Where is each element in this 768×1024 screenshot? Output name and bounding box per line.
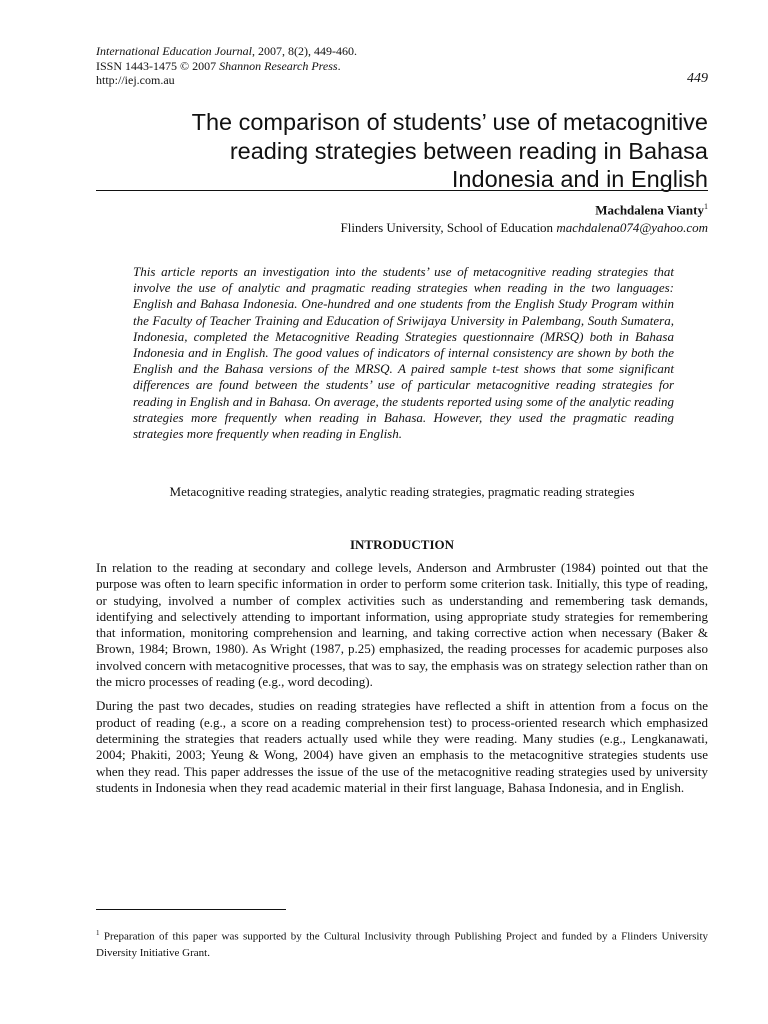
title-line-3: Indonesia and in English <box>451 166 708 192</box>
footnote-text: Preparation of this paper was supported by the Cultural Inclusivity through Publishing Project and funded by a Flinders University Diversity Initiative Grant. <box>96 930 708 959</box>
introduction-body <box>96 560 708 804</box>
issn-period: . <box>337 58 341 73</box>
journal-url[interactable]: http://iej.com.au <box>96 73 175 87</box>
issn: ISSN 1443-1475 © 2007 <box>96 58 220 73</box>
footnote-mark: 1 <box>96 929 100 937</box>
title-line-1: The comparison of students’ use of metacognitive <box>191 109 708 135</box>
title-line-2: reading strategies between reading in Bahasa <box>229 137 708 164</box>
footnote-divider <box>96 909 286 910</box>
page-number: 449 <box>687 71 708 86</box>
running-header <box>96 44 357 88</box>
author-block <box>341 198 708 237</box>
keywords: Metacognitive reading strategies, analytic reading strategies, pragmatic reading strategies <box>169 484 635 499</box>
title-divider <box>96 190 708 191</box>
author-affiliation: Flinders University, School of Education <box>340 220 557 236</box>
section-heading-introduction: INTRODUCTION <box>349 537 454 552</box>
issn-line <box>96 59 357 74</box>
author-footnote-mark[interactable]: 1 <box>704 202 708 211</box>
paragraph-2: During the past two decades, studies on reading strategies have reflected a shift in attention from a focus on the product of reading (e.g., a score on a reading comprehension test) to process-oriented research which emphasized determining the strategies that readers actually used while they were reading. Many studies (e.g., Lengkanawati, 2004; Phakiti, 2003; Yeung & Wong, 2004) have given an emphasis to the metacognitive strategies students use when they read. This paper addresses the issue of the use of the metacognitive reading strategies used by university students in Indonesia when they read academic material in their first language, Bahasa Indonesia, and in English. <box>96 698 708 795</box>
citation-details: , 2007, 8(2), 449-460. <box>251 44 357 58</box>
author-email[interactable]: machdalena074@yahoo.com <box>556 220 708 236</box>
author-name: Machdalena Vianty <box>595 202 704 218</box>
journal-citation <box>96 44 357 59</box>
publisher: Shannon Research Press <box>219 58 338 73</box>
abstract: This article reports an investigation into the students’ use of metacognitive reading strategies that involve the use of analytic and pragmatic reading strategies when reading in the two languages: English and Bahasa Indonesia. One-hundred and one students from the English Study Program within the Faculty of Teacher Training and Education of Sriwijaya University in Palembang, South Sumatera, Indonesia, completed the Metacognitive Reading Strategies questionnaire (MRSQ) both in Bahasa Indonesia and in English. The good values of indicators of internal consistency are shown by both the English and the Bahasa versions of the MRSQ. A paired sample t-test shows that some significant differences are found between the students’ use of particular metacognitive reading strategies for reading in English and in Bahasa. On average, the students reported using some of the analytic reading strategies more frequently when reading in Bahasa. However, they used the pragmatic reading strategies more frequently when reading in English. <box>133 264 674 442</box>
footnote <box>96 925 708 961</box>
paragraph-1: In relation to the reading at secondary and college levels, Anderson and Armbruster (1984) pointed out that the purpose was often to learn specific information in order to perform some criterion task. Initially, this type of reading, or studying, involved a number of complex activities such as understanding and remembering task demands, identifying and selectively attending to important information, using appropriate study strategies for remembering that information, monitoring comprehension and learning, and taking corrective action when necessary (Baker & Brown, 1984; Brown, 1980). As Wright (1987, p.25) emphasized, the reading processes for academic purposes also involved concern with metacognitive processes, that was to say, the emphasis was on strategy selection rather than on the micro processes of reading (e.g., word decoding). <box>96 560 708 690</box>
paper-title <box>96 108 708 194</box>
journal-name: International Education Journal <box>96 44 252 58</box>
